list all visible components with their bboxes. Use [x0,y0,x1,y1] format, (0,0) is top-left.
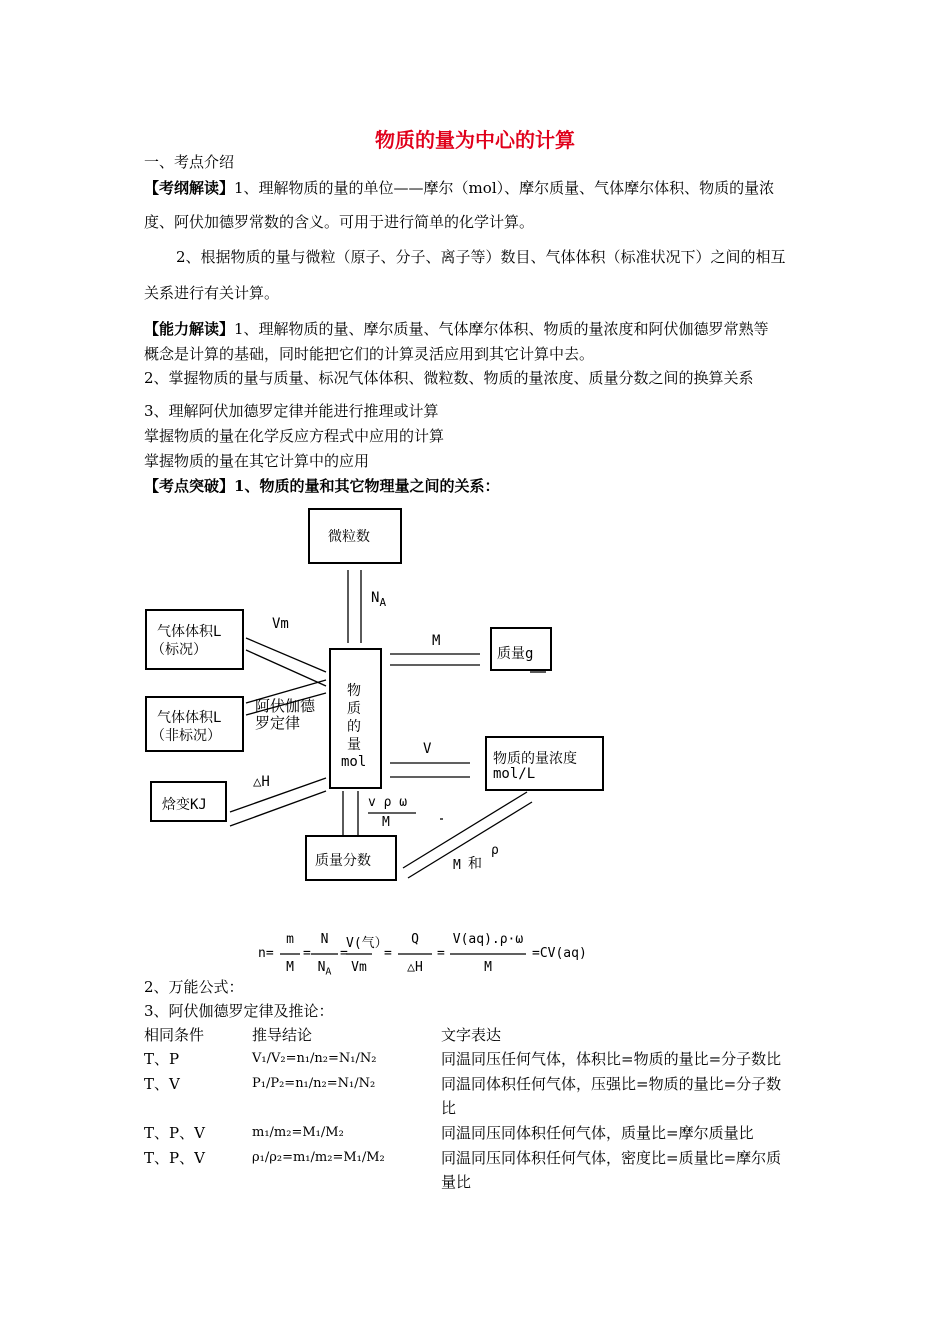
syllabus-text-1b: 度、阿伏加德罗常数的含义。可用于进行简单的化学计算。 [144,213,535,231]
table-row-3-condition: T、P、V [144,1124,205,1142]
formula-tail: =CV(aq) [532,946,587,961]
syllabus-text-2b: 关系进行有关计算。 [144,284,280,302]
table-row-2-expression-2: 比 [441,1099,457,1117]
section-2-heading: 2、万能公式： [144,978,244,996]
na-subscript: A [379,595,387,609]
table-row-1-expression: 同温同压任何气体，体积比=物质的量比=分子数比 [441,1050,782,1068]
volume-v-label: V [423,741,432,757]
page-title: 物质的量为中心的计算 [375,128,575,152]
formula-f1-num: m [286,932,294,947]
center-char-4: 量 [347,737,361,753]
table-row-1-condition: T、P [144,1050,180,1068]
ability-text-4: 掌握物质的量在化学反应方程式中应用的计算 [144,427,445,445]
particles-box [308,508,402,564]
na-main: N [371,590,380,606]
fraction-numerator: v ρ ω [368,795,408,810]
formula-f4-num: Q [411,932,419,947]
gas-volume-std-label-1: 气体体积L [157,624,222,640]
syllabus-text-2a: 2、根据物质的量与微粒（原子、分子、离子等）数目、气体体积（标准状况下）之间的相互 [176,248,786,266]
table-row-4-conclusion: ρ₁/ρ₂=m₁/m₂=M₁/M₂ [252,1150,385,1165]
formula-f4-den: △H [407,960,423,975]
ability-text-3: 3、理解阿伏加德罗定律并能进行推理或计算 [144,402,439,420]
formula-eq-3: = [384,946,392,961]
table-row-2-expression-1: 同温同体积任何气体，压强比=物质的量比=分子数 [441,1075,782,1093]
mass-fraction-box [305,835,397,881]
formula-n: n= [258,946,274,961]
mass-box [490,627,552,671]
formula-f2-den-sub: A [325,966,332,978]
mass-fraction-label: 质量分数 [315,853,371,869]
center-char-3: 的 [347,719,361,735]
formula-f3-den: Vm [351,960,367,975]
formula-f1-den: M [286,960,294,975]
table-row-4-condition: T、P、V [144,1149,205,1167]
particles-label: 微粒数 [328,529,370,545]
m-and-rho-m: M [453,858,461,873]
amount-of-substance-box [329,648,382,789]
enthalpy-label: 焓变KJ [162,797,207,813]
concentration-label-2: mol/L [493,766,536,782]
syllabus-text-1a: 1、理解物质的量的单位——摩尔（mol）、摩尔质量、气体摩尔体积、物质的量浓 [234,179,775,197]
avogadro-label-2: 罗定律 [255,714,301,732]
table-header-conclusion: 推导结论 [252,1026,313,1044]
fraction-denominator: M [382,815,390,830]
avogadro-label-1: 阿伏伽德 [255,697,316,715]
enthalpy-box [150,781,227,822]
ability-text-2: 2、掌握物质的量与质量、标况气体体积、微粒数、物质的量浓度、质量分数之间的换算关系 [144,369,754,387]
table-row-3-expression: 同温同压同体积任何气体，质量比=摩尔质量比 [441,1124,754,1142]
table-row-3-conclusion: m₁/m₂=M₁/M₂ [252,1125,344,1140]
formula-f2-num: N [320,932,329,947]
syllabus-tag: 【考纲解读】 [144,179,235,197]
na-label [371,590,386,609]
table-header-expression: 文字表达 [441,1026,502,1044]
gas-volume-nonstd-label-2: （非标况） [151,728,221,744]
gas-volume-std-label-2: （标况） [151,642,207,658]
formula-f5-den: M [484,960,492,975]
table-row-4-expression-2: 量比 [441,1173,472,1191]
center-char-2: 质 [347,701,361,717]
table-row-2-condition: T、V [144,1075,180,1093]
section-3-heading: 3、阿伏伽德罗定律及推论： [144,1002,334,1020]
molar-concentration-box [485,736,604,791]
formula-f2-den-main: N [317,960,326,975]
section-1-heading: 一、考点介绍 [144,153,235,171]
table-row-1-conclusion: V₁/V₂=n₁/n₂=N₁/N₂ [252,1051,377,1066]
table-row-4-expression-1: 同温同压同体积任何气体，密度比=质量比=摩尔质 [441,1149,782,1167]
vm-label: Vm [272,616,289,632]
ability-text-5: 掌握物质的量在其它计算中的应用 [144,452,370,470]
center-unit: mol [341,754,367,770]
molar-mass-label: M [432,633,441,649]
gas-volume-nonstd-label-1: 气体体积L [157,710,222,726]
formula-f2-den [311,960,338,978]
formula-eq-4: = [437,946,445,961]
ability-tag: 【能力解读】 [144,320,235,338]
concentration-label-1: 物质的量浓度 [493,751,577,767]
formula-f5-num: V(aq).ρ·ω [452,932,524,947]
center-char-1: 物 [347,683,361,699]
table-header-condition: 相同条件 [144,1026,205,1044]
gas-volume-nonstd-box [145,696,244,752]
breakthrough-tag: 【考点突破】 [144,477,235,495]
mass-label: 质量g [497,646,534,662]
ability-text-1b: 概念是计算的基础，同时能把它们的计算灵活应用到其它计算中去。 [144,345,595,363]
formula-eq-2: = [340,946,348,961]
table-row-2-conclusion: P₁/P₂=n₁/n₂=N₁/N₂ [252,1076,376,1091]
formula-eq-1: = [303,946,311,961]
formula-f3-num: V(气） [346,936,388,951]
delta-h-label: △H [253,774,270,790]
m-and-rho-rho: ρ [491,843,499,858]
m-and-rho-he: 和 [468,856,482,872]
gas-volume-std-box [145,609,244,670]
breakthrough-text: 1、物质的量和其它物理量之间的关系： [234,477,500,495]
ability-text-1a: 1、理解物质的量、摩尔质量、气体摩尔体积、物质的量浓度和阿伏伽德罗常熟等 [234,320,769,338]
